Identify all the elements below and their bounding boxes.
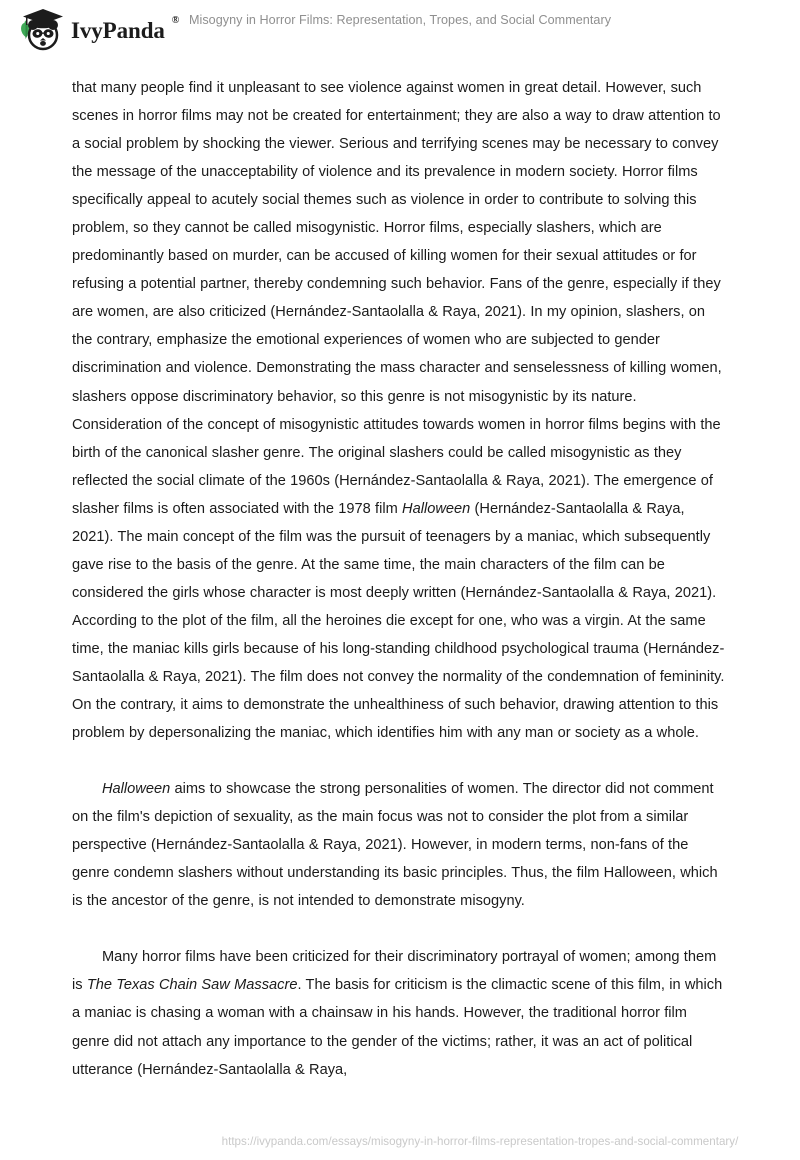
- paragraph-2: Halloween aims to showcase the strong personalities of women. The director did not comment on the film's depiction of sexuality, as the main focus was not to consider the plot from a similar perspective (Hernández-Santaolalla & Raya, 2021). However, in modern terms, non-fans of the genre condemn slashers without understanding its basic principles. Thus, the film Halloween, which is the ancestor of the genre, is not intended to demonstrate misogyny.: [72, 781, 718, 910]
- page-header: [0, 0, 800, 56]
- running-title: Misogyny in Horror Films: Representation, Tropes, and Social Commentary: [188, 13, 612, 27]
- page-footer: [0, 1132, 800, 1150]
- italic-title: Halloween: [402, 500, 471, 517]
- paragraph-1: that many people find it unpleasant to see violence against women in great detail. However, such scenes in horror films may not be created for entertainment; they are also a way to draw attention to a social problem by shocking the viewer. Serious and terrifying scenes may be necessary to convey the message of the unacceptability of violence and its prevalence in modern society. Horror films specifically appeal to acutely social themes such as violence in order to contribute to solving this problem, so they cannot be called misogynistic. Horror films, especially slashers, which are predominantly based on murder, can be accused of killing women for their sexual attitudes or for refusing a potential partner, thereby condemning such behavior. Fans of the genre, especially if they are women, are also criticized (Hernández-Santaolalla & Raya, 2021). In my opinion, slashers, on the contrary, emphasize the emotional experiences of women who are subjected to gender discrimination and violence. Demonstrating the mass character and senselessness of killing women, slashers oppose discriminatory behavior, so this genre is not misogynistic by its nature. Consideration of the concept of misogynistic attitudes towards women in horror films begins with the birth of the canonical slasher genre. The original slashers could be called misogynistic as they reflected the social climate of the 1960s (Hernández-Santaolalla & Raya, 2021). The emergence of slasher films is often associated with the 1978 film Halloween (Hernández-Santaolalla & Raya, 2021). The main concept of the film was the pursuit of teenagers by a maniac, which subsequently gave rise to the basis of the genre. At the same time, the main characters of the film can be considered the girls whose character is most deeply written (Hernández-Santaolalla & Raya, 2021). According to the plot of the film, all the heroines die except for one, who was a virgin. At the same time, the maniac kills girls because of his long-standing childhood psychological trauma (Hernández-Santaolalla & Raya, 2021). The film does not convey the normality of the condemnation of femininity. On the contrary, it aims to demonstrate the unhealthiness of such behavior, drawing attention to this problem by depersonalizing the maniac, which identifies him with any man or society as a whole.: [72, 80, 725, 742]
- brand-trademark-symbol: ®: [171, 15, 180, 26]
- brand-wordmark: IvyPanda: [71, 17, 165, 43]
- italic-title: The Texas Chain Saw Massacre: [86, 977, 298, 994]
- paragraph-3: Many horror films have been criticized for their discriminatory portrayal of women; among them is The Texas Chain Saw Massacre. The basis for criticism is the climactic scene of this film, in which a maniac is chasing a woman with a chainsaw in his hands. However, the traditional horror film genre did not attach any importance to the gender of the victims; rather, it was an act of political utterance (Hernández-Santaolalla & Raya,: [72, 949, 723, 1078]
- italic-title: Halloween: [102, 781, 171, 798]
- document-body: [72, 74, 726, 1084]
- source-url[interactable]: https://ivypanda.com/essays/misogyny-in-horror-films-representation-tropes-and-social-commentary/: [221, 1135, 739, 1148]
